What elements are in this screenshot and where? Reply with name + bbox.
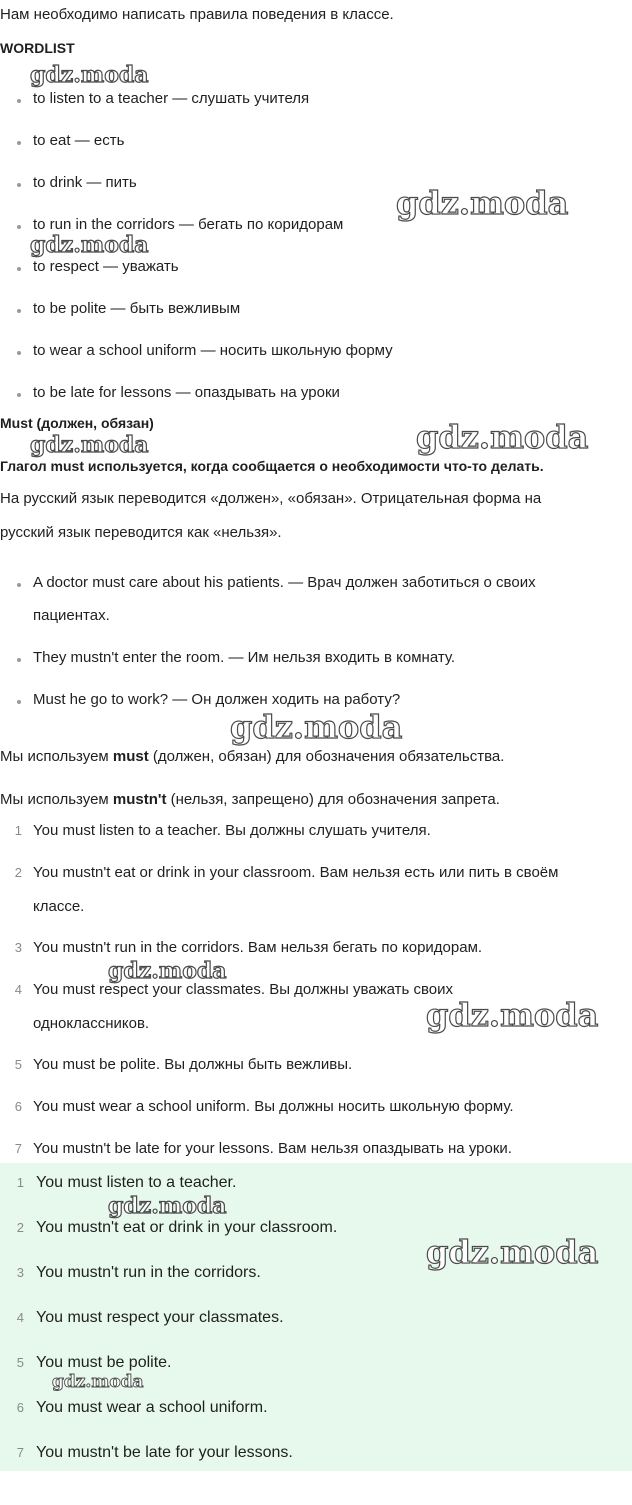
translation-text: You mustn't be late for your lessons. Вам нельзя опаздывать на уроки. bbox=[33, 1140, 512, 1157]
answer-text: You must wear a school uniform. bbox=[36, 1399, 268, 1416]
item-number: 4 bbox=[14, 982, 22, 997]
bullet-icon bbox=[17, 309, 21, 313]
answer-text: You must respect your classmates. bbox=[36, 1309, 284, 1326]
translation-text-cont: одноклассников. bbox=[33, 1015, 150, 1032]
bullet-icon bbox=[17, 225, 21, 229]
answer-text: You mustn't run in the corridors. bbox=[36, 1264, 261, 1281]
bullet-icon bbox=[17, 700, 21, 704]
example-text-cont: пациентах. bbox=[33, 607, 110, 624]
grammar-heading: Must (должен, обязан) bbox=[0, 415, 154, 431]
watermark: gdz.moda bbox=[52, 1372, 144, 1392]
item-number: 6 bbox=[14, 1099, 22, 1114]
usage-must: Мы используем must (должен, обязан) для обозначения обязательства. bbox=[0, 748, 505, 765]
grammar-paragraph-line2: русский язык переводится как «нельзя». bbox=[0, 524, 282, 541]
translation-text-cont: классе. bbox=[33, 898, 85, 915]
translation-text: You must wear a school uniform. Вы должны носить школьную форму. bbox=[33, 1098, 514, 1115]
bullet-icon bbox=[17, 267, 21, 271]
translation-text: You must respect your classmates. Вы должны уважать своих bbox=[33, 981, 454, 998]
answer-text: You mustn't be late for your lessons. bbox=[36, 1444, 293, 1461]
item-number: 7 bbox=[14, 1141, 22, 1156]
item-number: 2 bbox=[16, 1220, 24, 1235]
item-number: 5 bbox=[16, 1355, 24, 1370]
watermark: gdz.moda bbox=[426, 1233, 599, 1271]
watermark: gdz.moda bbox=[30, 232, 149, 258]
bullet-icon bbox=[17, 658, 21, 662]
watermark: gdz.moda bbox=[30, 62, 149, 88]
watermark: gdz.moda bbox=[108, 958, 227, 984]
answer-text: You must be polite. bbox=[36, 1354, 172, 1371]
list-item-text: to be polite — быть вежливым bbox=[33, 300, 241, 317]
intro-text: Нам необходимо написать правила поведения в классе. bbox=[0, 6, 394, 23]
list-item-text: to run in the corridors — бегать по коридорам bbox=[33, 216, 344, 233]
grammar-paragraph-line1: На русский язык переводится «должен», «обязан». Отрицательная форма на bbox=[0, 490, 542, 507]
list-item-text: to respect — уважать bbox=[33, 258, 179, 275]
translation-text: You mustn't run in the corridors. Вам нельзя бегать по коридорам. bbox=[33, 939, 483, 956]
bullet-icon bbox=[17, 393, 21, 397]
item-number: 5 bbox=[14, 1057, 22, 1072]
item-number: 3 bbox=[14, 940, 22, 955]
grammar-rule: Глагол must используется, когда сообщается о необходимости что-то делать. bbox=[0, 458, 544, 474]
translation-text: You must be polite. Вы должны быть вежливы. bbox=[33, 1056, 353, 1073]
item-number: 7 bbox=[16, 1445, 24, 1460]
list-item-text: to listen to a teacher — слушать учителя bbox=[33, 90, 310, 107]
answer-text: You must listen to a teacher. bbox=[36, 1174, 237, 1191]
wordlist-heading: WORDLIST bbox=[0, 40, 75, 56]
list-item-text: to eat — есть bbox=[33, 132, 125, 149]
example-text: They mustn't enter the room. — Им нельзя входить в комнату. bbox=[33, 649, 456, 666]
item-number: 1 bbox=[16, 1175, 24, 1190]
answer-text: You mustn't eat or drink in your classroom. bbox=[36, 1219, 338, 1236]
list-item-text: to drink — пить bbox=[33, 174, 137, 191]
watermark: gdz.moda bbox=[30, 432, 149, 458]
list-item-text: to be late for lessons — опаздывать на уроки bbox=[33, 384, 340, 401]
list-item-text: to wear a school uniform — носить школьную форму bbox=[33, 342, 393, 359]
item-number: 4 bbox=[16, 1310, 24, 1325]
bullet-icon bbox=[17, 583, 21, 587]
item-number: 3 bbox=[16, 1265, 24, 1280]
item-number: 6 bbox=[16, 1400, 24, 1415]
translation-text: You mustn't eat or drink in your classroom. Вам нельзя есть или пить в своём bbox=[33, 864, 559, 881]
watermark: gdz.moda bbox=[426, 996, 599, 1034]
example-text: Must he go to work? — Он должен ходить на работу? bbox=[33, 691, 401, 708]
bullet-icon bbox=[17, 141, 21, 145]
example-text: A doctor must care about his patients. — Врач должен заботиться о своих bbox=[33, 574, 536, 591]
bullet-icon bbox=[17, 99, 21, 103]
item-number: 2 bbox=[14, 865, 22, 880]
translation-text: You must listen to a teacher. Вы должны слушать учителя. bbox=[33, 822, 431, 839]
usage-mustnt: Мы используем mustn't (нельзя, запрещено) для обозначения запрета. bbox=[0, 791, 500, 808]
watermark: gdz.moda bbox=[396, 184, 569, 222]
item-number: 1 bbox=[14, 823, 22, 838]
bullet-icon bbox=[17, 183, 21, 187]
watermark: gdz.moda bbox=[230, 708, 403, 746]
watermark: gdz.moda bbox=[416, 418, 589, 456]
bullet-icon bbox=[17, 351, 21, 355]
watermark: gdz.moda bbox=[108, 1193, 227, 1219]
